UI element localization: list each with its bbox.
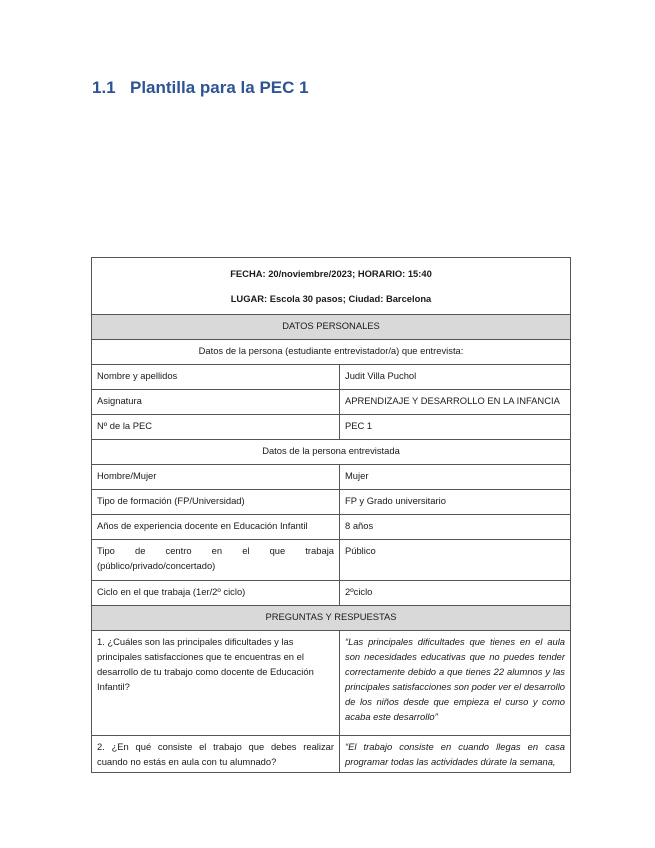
field-label: Nº de la PEC [92, 415, 340, 440]
field-row [92, 390, 571, 415]
field-row [92, 415, 571, 440]
field-value: FP y Grado universitario [340, 490, 571, 515]
header-row [92, 258, 571, 315]
interview-template-table [91, 257, 571, 773]
question-cell: 1. ¿Cuáles son las principales dificultades y las principales satisfacciones que te encuentras en el desarrollo de tu trabajo como docente de Educación Infantil? [92, 631, 340, 736]
question-cell: 2. ¿En qué consiste el trabajo que debes realizar cuando no estás en aula con tu alumnado? [92, 736, 340, 773]
preguntas-row [92, 606, 571, 631]
fecha-line: FECHA: 20/noviembre/2023; HORARIO: 15:40 [230, 268, 432, 279]
field-row [92, 490, 571, 515]
entrevistada-heading: Datos de la persona entrevistada [92, 440, 571, 465]
field-row [92, 540, 571, 581]
field-label: Tipo de formación (FP/Universidad) [92, 490, 340, 515]
field-label: Tipo de centro en el que trabaja (público/privado/concertado) [92, 540, 340, 581]
entrevistada-row [92, 440, 571, 465]
qa-row [92, 631, 571, 736]
header-cell [92, 258, 571, 315]
field-label: Ciclo en el que trabaja (1er/2º ciclo) [92, 581, 340, 606]
lugar-line: LUGAR: Escola 30 pasos; Ciudad: Barcelona [230, 293, 432, 304]
qa-row [92, 736, 571, 773]
field-value: Judit Villa Puchol [340, 365, 571, 390]
datos-personales-heading: DATOS PERSONALES [92, 315, 571, 340]
field-value: Mujer [340, 465, 571, 490]
datos-personales-row [92, 315, 571, 340]
field-row [92, 465, 571, 490]
field-label: Asignatura [92, 390, 340, 415]
answer-cell: “El trabajo consiste en cuando llegas en casa programar todas las actividades dúrate la semana, [340, 736, 571, 773]
field-value: Público [340, 540, 571, 581]
field-label: Hombre/Mujer [92, 465, 340, 490]
entrevistador-heading: Datos de la persona (estudiante entrevistador/a) que entrevista: [92, 340, 571, 365]
field-row [92, 515, 571, 540]
preguntas-heading: PREGUNTAS Y RESPUESTAS [92, 606, 571, 631]
field-row [92, 581, 571, 606]
entrevistador-row [92, 340, 571, 365]
field-row [92, 365, 571, 390]
section-title: Plantilla para la PEC 1 [130, 78, 309, 97]
field-label: Años de experiencia docente en Educación Infantil [92, 515, 340, 540]
field-value: 8 años [340, 515, 571, 540]
answer-cell: “Las principales dificultades que tienes en el aula son necesidades educativas que no puedes tender correctamente debido a que tienes 22 alumnos y las principales satisfacciones son poder ver el desarrollo de los niños desde que empieza el curso y como acaba este desarrollo” [340, 631, 571, 736]
field-value: PEC 1 [340, 415, 571, 440]
section-number: 1.1 [92, 78, 116, 97]
field-label: Nombre y apellidos [92, 365, 340, 390]
field-value: APRENDIZAJE Y DESARROLLO EN LA INFANCIA [340, 390, 571, 415]
section-heading [92, 78, 309, 98]
field-value: 2ºciclo [340, 581, 571, 606]
